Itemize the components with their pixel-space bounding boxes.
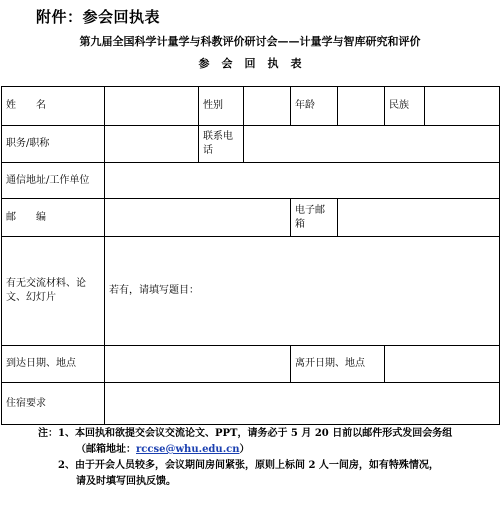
email-suffix: ） bbox=[239, 444, 250, 455]
gender-label: 性别 bbox=[199, 87, 244, 126]
ethnicity-field[interactable] bbox=[425, 87, 500, 126]
phone-label: 联系电话 bbox=[199, 126, 244, 163]
email-link[interactable]: rccse@whu.edu.cn bbox=[136, 444, 240, 455]
materials-field[interactable] bbox=[105, 237, 500, 346]
phone-field[interactable] bbox=[244, 126, 500, 163]
appendix-heading: 附件：参会回执表 bbox=[36, 8, 161, 26]
gender-field[interactable] bbox=[244, 87, 291, 126]
accommodation-label: 住宿要求 bbox=[2, 383, 105, 425]
position-field[interactable] bbox=[105, 126, 199, 163]
email-field[interactable] bbox=[338, 199, 500, 237]
accommodation-field[interactable] bbox=[105, 383, 500, 425]
arrival-field[interactable] bbox=[105, 346, 291, 383]
note-line-3: 2、由于开会人员较多，会议期间房间紧张，原则上标间 2 人一间房，如有特殊情况， bbox=[58, 460, 439, 471]
name-field[interactable] bbox=[105, 87, 199, 126]
name-label: 姓 名 bbox=[2, 87, 105, 126]
postcode-label: 邮 编 bbox=[2, 199, 105, 237]
form-title: 参会回执表 bbox=[198, 57, 314, 70]
note-line-2 bbox=[38, 442, 488, 458]
registration-form-table bbox=[1, 86, 500, 425]
postcode-field[interactable] bbox=[105, 199, 291, 237]
conference-title: 第九届全国科学计量学与科教评价研讨会——计量学与智库研究和评价 bbox=[79, 35, 421, 48]
materials-hint: 若有，请填写题目： bbox=[109, 285, 199, 296]
ethnicity-label: 民族 bbox=[385, 87, 425, 126]
address-label: 通信地址/工作单位 bbox=[2, 163, 105, 199]
note-line-4: 请及时填写回执反馈。 bbox=[76, 476, 176, 487]
age-field[interactable] bbox=[338, 87, 385, 126]
email-prefix: （邮箱地址： bbox=[76, 444, 136, 455]
age-label: 年龄 bbox=[291, 87, 338, 126]
notes-section bbox=[38, 426, 488, 490]
departure-field[interactable] bbox=[385, 346, 500, 383]
address-field[interactable] bbox=[105, 163, 500, 199]
email-label: 电子邮箱 bbox=[291, 199, 338, 237]
arrival-label: 到达日期、地点 bbox=[2, 346, 105, 383]
note-line-1: 注：1、本回执和欲提交会议交流论文、PPT，请务必于 5 月 20 日前以邮件形式发回会务组 bbox=[38, 428, 453, 439]
departure-label: 离开日期、地点 bbox=[291, 346, 385, 383]
materials-label: 有无交流材料、论文、幻灯片 bbox=[2, 237, 105, 346]
position-label: 职务/职称 bbox=[2, 126, 105, 163]
